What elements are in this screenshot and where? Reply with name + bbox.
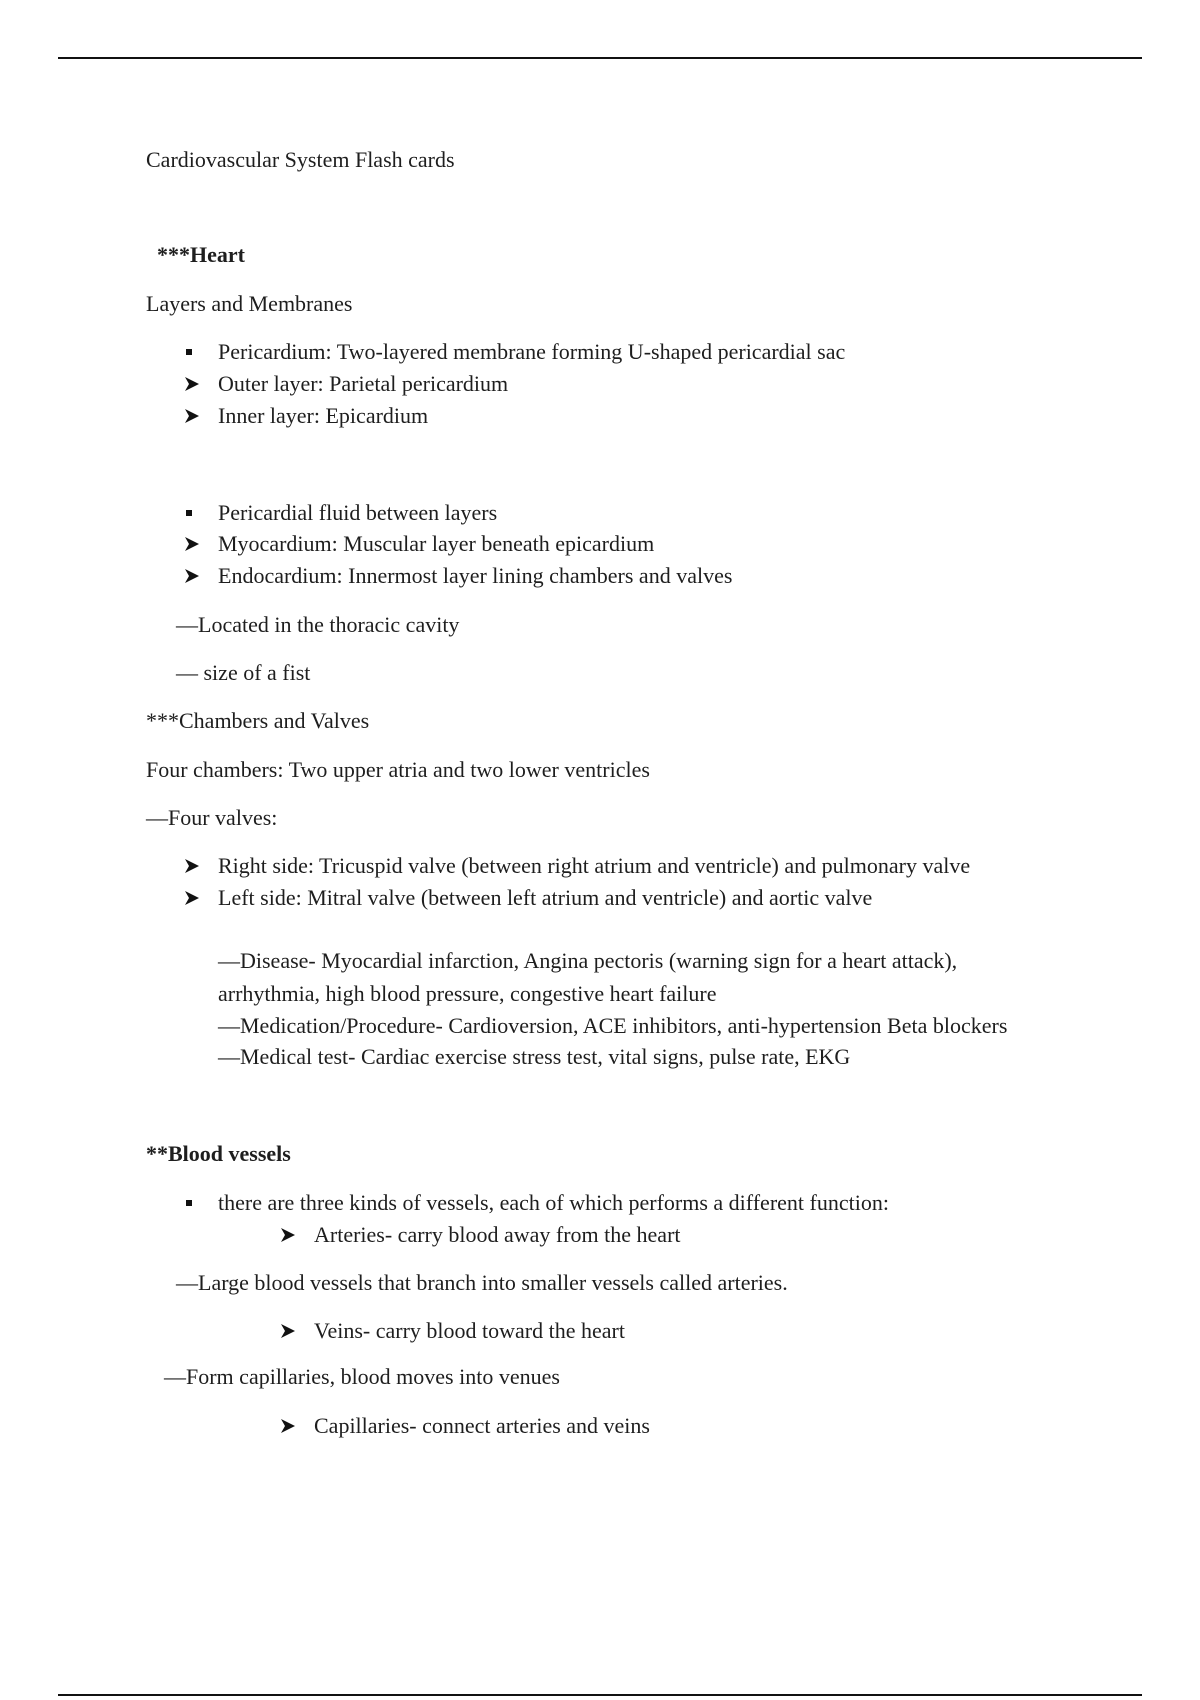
heart-heading: ***Heart [157, 242, 245, 267]
list-item-text: Pericardium: Two-layered membrane forming U-shaped pericardial sac [218, 339, 846, 364]
arrow-bullet-icon [183, 535, 201, 553]
four-valves-text: —Four valves: [146, 805, 278, 830]
arrow-bullet-icon [183, 567, 201, 585]
medical-test-note: —Medical test- Cardiac exercise stress test, vital signs, pulse rate, EKG [218, 1044, 851, 1069]
arrow-bullet-icon [183, 889, 201, 907]
bottom-rule [58, 1694, 1142, 1696]
list-item-text: Outer layer: Parietal pericardium [218, 371, 509, 396]
disease-note-continued: arrhythmia, high blood pressure, congestive heart failure [218, 981, 717, 1006]
arrow-bullet-icon [183, 857, 201, 875]
arteries-text: Arteries- carry blood away from the heart [314, 1222, 681, 1247]
top-rule [58, 57, 1142, 59]
layers-title: Layers and Membranes [146, 291, 353, 316]
list-item-text: Myocardium: Muscular layer beneath epicardium [218, 531, 655, 556]
list-item-text: Endocardium: Innermost layer lining chambers and valves [218, 563, 733, 588]
arteries-note: —Large blood vessels that branch into smaller vessels called arteries. [176, 1270, 788, 1295]
list-item-text: there are three kinds of vessels, each of which performs a different function: [218, 1190, 889, 1215]
arrow-bullet-icon [183, 375, 201, 393]
arrow-bullet-icon [279, 1226, 297, 1244]
blood-vessels-heading: **Blood vessels [146, 1141, 291, 1166]
size-note: — size of a fist [176, 660, 311, 685]
four-chambers-text: Four chambers: Two upper atria and two lower ventricles [146, 757, 650, 782]
arrow-bullet-icon [279, 1417, 297, 1435]
disease-note: —Disease- Myocardial infarction, Angina pectoris (warning sign for a heart attack), [218, 948, 958, 973]
arrow-bullet-icon [183, 407, 201, 425]
location-note: —Located in the thoracic cavity [176, 612, 460, 637]
medication-note: —Medication/Procedure- Cardioversion, ACE inhibitors, anti-hypertension Beta blockers [218, 1013, 1008, 1038]
document-title: Cardiovascular System Flash cards [146, 147, 455, 172]
chambers-heading: ***Chambers and Valves [146, 708, 370, 733]
list-item-text: Pericardial fluid between layers [218, 500, 498, 525]
list-item-text: Right side: Tricuspid valve (between right atrium and ventricle) and pulmonary valve [218, 853, 971, 878]
square-bullet-icon [186, 510, 192, 516]
arrow-bullet-icon [279, 1322, 297, 1340]
veins-note: —Form capillaries, blood moves into venues [164, 1364, 560, 1389]
capillaries-text: Capillaries- connect arteries and veins [314, 1413, 650, 1438]
list-item-text: Inner layer: Epicardium [218, 403, 429, 428]
square-bullet-icon [186, 1200, 192, 1206]
veins-text: Veins- carry blood toward the heart [314, 1318, 625, 1343]
square-bullet-icon [186, 349, 192, 355]
list-item-text: Left side: Mitral valve (between left atrium and ventricle) and aortic valve [218, 885, 873, 910]
